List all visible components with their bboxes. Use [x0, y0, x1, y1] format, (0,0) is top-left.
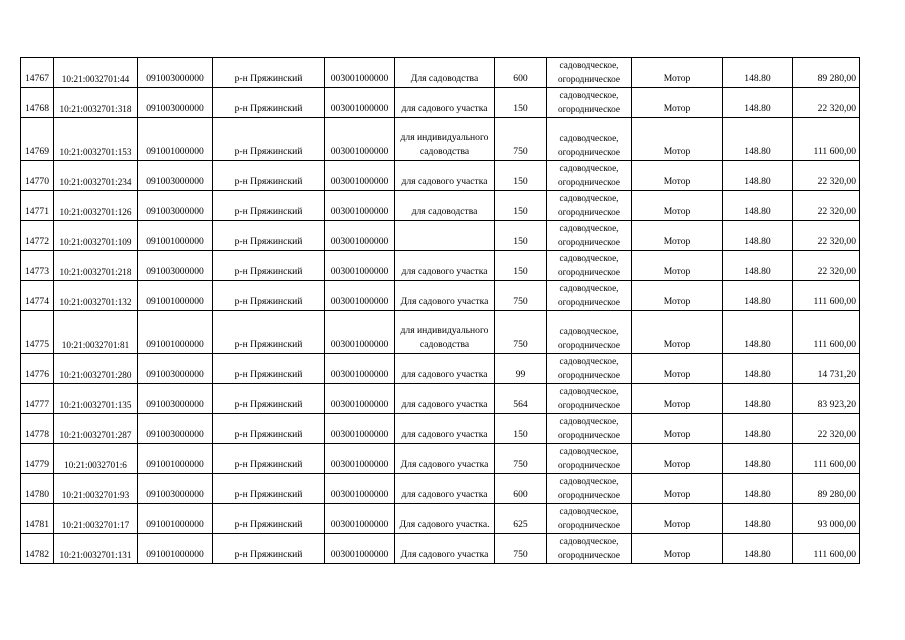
code-2-cell: 003001000000	[325, 161, 395, 191]
rate-cell: 148.80	[723, 414, 793, 444]
purpose-cell: Для садового участка.	[395, 504, 495, 534]
total-cell: 111 600,00	[793, 281, 860, 311]
place-cell: Мотор	[632, 191, 723, 221]
district-cell: р-н Пряжинский	[213, 58, 325, 88]
rate-cell: 148.80	[723, 444, 793, 474]
place-cell: Мотор	[632, 311, 723, 354]
code-1-cell: 091003000000	[138, 251, 213, 281]
cadastral-number-cell: 10:21:0032701:81	[54, 311, 138, 354]
table-row	[21, 444, 860, 474]
district-cell: р-н Пряжинский	[213, 88, 325, 118]
row-number-cell: 14771	[21, 191, 54, 221]
rate-cell: 148.80	[723, 191, 793, 221]
cadastral-number-cell: 10:21:0032701:93	[54, 474, 138, 504]
table-row	[21, 474, 860, 504]
area-cell: 625	[495, 504, 547, 534]
district-cell: р-н Пряжинский	[213, 161, 325, 191]
code-2-cell: 003001000000	[325, 191, 395, 221]
cadastral-number-cell: 10:21:0032701:153	[54, 118, 138, 161]
area-cell: 750	[495, 281, 547, 311]
row-number-cell: 14777	[21, 384, 54, 414]
table-row	[21, 504, 860, 534]
place-cell: Мотор	[632, 504, 723, 534]
purpose-cell: Для садового участка	[395, 534, 495, 564]
place-cell: Мотор	[632, 414, 723, 444]
district-cell: р-н Пряжинский	[213, 191, 325, 221]
category-cell: садоводческое, огородническое	[547, 191, 632, 221]
code-2-cell: 003001000000	[325, 281, 395, 311]
cadastral-number-cell: 10:21:0032701:234	[54, 161, 138, 191]
purpose-cell: Для садового участка	[395, 444, 495, 474]
rate-cell: 148.80	[723, 161, 793, 191]
category-cell: садоводческое, огородническое	[547, 88, 632, 118]
total-cell: 22 320,00	[793, 221, 860, 251]
code-2-cell: 003001000000	[325, 221, 395, 251]
row-number-cell: 14767	[21, 58, 54, 88]
district-cell: р-н Пряжинский	[213, 414, 325, 444]
code-2-cell: 003001000000	[325, 504, 395, 534]
row-number-cell: 14782	[21, 534, 54, 564]
total-cell: 22 320,00	[793, 414, 860, 444]
table-row	[21, 161, 860, 191]
total-cell: 14 731,20	[793, 354, 860, 384]
place-cell: Мотор	[632, 354, 723, 384]
table-row	[21, 88, 860, 118]
table-row	[21, 311, 860, 354]
total-cell: 22 320,00	[793, 88, 860, 118]
code-2-cell: 003001000000	[325, 474, 395, 504]
category-cell: садоводческое, огородническое	[547, 504, 632, 534]
cadastral-number-cell: 10:21:0032701:109	[54, 221, 138, 251]
category-cell: садоводческое, огородническое	[547, 311, 632, 354]
code-2-cell: 003001000000	[325, 118, 395, 161]
cadastral-number-cell: 10:21:0032701:131	[54, 534, 138, 564]
category-cell: садоводческое, огородническое	[547, 251, 632, 281]
code-1-cell: 091003000000	[138, 474, 213, 504]
table-row	[21, 534, 860, 564]
category-cell: садоводческое, огородническое	[547, 58, 632, 88]
category-cell: садоводческое, огородническое	[547, 384, 632, 414]
district-cell: р-н Пряжинский	[213, 354, 325, 384]
table-row	[21, 191, 860, 221]
district-cell: р-н Пряжинский	[213, 311, 325, 354]
purpose-cell	[395, 221, 495, 251]
category-cell: садоводческое, огородническое	[547, 534, 632, 564]
code-1-cell: 091003000000	[138, 384, 213, 414]
row-number-cell: 14773	[21, 251, 54, 281]
purpose-cell: для индивидуального садоводства	[395, 118, 495, 161]
area-cell: 150	[495, 88, 547, 118]
table-row	[21, 118, 860, 161]
table-row	[21, 58, 860, 88]
table-row	[21, 354, 860, 384]
purpose-cell: для садового участка	[395, 161, 495, 191]
area-cell: 150	[495, 191, 547, 221]
place-cell: Мотор	[632, 534, 723, 564]
code-1-cell: 091001000000	[138, 504, 213, 534]
area-cell: 150	[495, 251, 547, 281]
category-cell: садоводческое, огородническое	[547, 474, 632, 504]
row-number-cell: 14781	[21, 504, 54, 534]
area-cell: 150	[495, 221, 547, 251]
purpose-cell: Для садового участка	[395, 281, 495, 311]
purpose-cell: для садового участка	[395, 88, 495, 118]
code-1-cell: 091001000000	[138, 444, 213, 474]
code-1-cell: 091003000000	[138, 354, 213, 384]
purpose-cell: для садового участка	[395, 354, 495, 384]
code-1-cell: 091003000000	[138, 191, 213, 221]
rate-cell: 148.80	[723, 354, 793, 384]
district-cell: р-н Пряжинский	[213, 251, 325, 281]
purpose-cell: для садоводства	[395, 191, 495, 221]
code-2-cell: 003001000000	[325, 58, 395, 88]
area-cell: 600	[495, 58, 547, 88]
total-cell: 83 923,20	[793, 384, 860, 414]
rate-cell: 148.80	[723, 221, 793, 251]
purpose-cell: Для садоводства	[395, 58, 495, 88]
district-cell: р-н Пряжинский	[213, 118, 325, 161]
code-1-cell: 091001000000	[138, 281, 213, 311]
rate-cell: 148.80	[723, 281, 793, 311]
code-2-cell: 003001000000	[325, 88, 395, 118]
rate-cell: 148.80	[723, 504, 793, 534]
code-1-cell: 091001000000	[138, 534, 213, 564]
row-number-cell: 14776	[21, 354, 54, 384]
rate-cell: 148.80	[723, 474, 793, 504]
place-cell: Мотор	[632, 251, 723, 281]
purpose-cell: для садового участка	[395, 474, 495, 504]
place-cell: Мотор	[632, 161, 723, 191]
district-cell: р-н Пряжинский	[213, 444, 325, 474]
rate-cell: 148.80	[723, 88, 793, 118]
rate-cell: 148.80	[723, 118, 793, 161]
code-2-cell: 003001000000	[325, 251, 395, 281]
total-cell: 22 320,00	[793, 251, 860, 281]
cadastral-number-cell: 10:21:0032701:17	[54, 504, 138, 534]
table-row	[21, 384, 860, 414]
area-cell: 150	[495, 414, 547, 444]
total-cell: 111 600,00	[793, 311, 860, 354]
total-cell: 111 600,00	[793, 118, 860, 161]
code-1-cell: 091003000000	[138, 161, 213, 191]
rate-cell: 148.80	[723, 251, 793, 281]
district-cell: р-н Пряжинский	[213, 504, 325, 534]
total-cell: 22 320,00	[793, 161, 860, 191]
cadastral-number-cell: 10:21:0032701:318	[54, 88, 138, 118]
row-number-cell: 14780	[21, 474, 54, 504]
cadastral-number-cell: 10:21:0032701:218	[54, 251, 138, 281]
place-cell: Мотор	[632, 474, 723, 504]
code-1-cell: 091003000000	[138, 58, 213, 88]
row-number-cell: 14768	[21, 88, 54, 118]
total-cell: 89 280,00	[793, 474, 860, 504]
land-plots-table	[20, 57, 860, 564]
place-cell: Мотор	[632, 384, 723, 414]
total-cell: 111 600,00	[793, 444, 860, 474]
category-cell: садоводческое, огородническое	[547, 414, 632, 444]
district-cell: р-н Пряжинский	[213, 281, 325, 311]
rate-cell: 148.80	[723, 58, 793, 88]
code-2-cell: 003001000000	[325, 354, 395, 384]
row-number-cell: 14775	[21, 311, 54, 354]
code-1-cell: 091001000000	[138, 118, 213, 161]
area-cell: 564	[495, 384, 547, 414]
cadastral-number-cell: 10:21:0032701:6	[54, 444, 138, 474]
cadastral-number-cell: 10:21:0032701:135	[54, 384, 138, 414]
row-number-cell: 14772	[21, 221, 54, 251]
table-row	[21, 251, 860, 281]
total-cell: 111 600,00	[793, 534, 860, 564]
code-2-cell: 003001000000	[325, 384, 395, 414]
cadastral-number-cell: 10:21:0032701:280	[54, 354, 138, 384]
category-cell: садоводческое, огородническое	[547, 444, 632, 474]
place-cell: Мотор	[632, 444, 723, 474]
code-2-cell: 003001000000	[325, 414, 395, 444]
cadastral-number-cell: 10:21:0032701:126	[54, 191, 138, 221]
area-cell: 600	[495, 474, 547, 504]
table-row	[21, 281, 860, 311]
place-cell: Мотор	[632, 58, 723, 88]
rate-cell: 148.80	[723, 311, 793, 354]
place-cell: Мотор	[632, 88, 723, 118]
row-number-cell: 14778	[21, 414, 54, 444]
code-1-cell: 091003000000	[138, 88, 213, 118]
district-cell: р-н Пряжинский	[213, 474, 325, 504]
district-cell: р-н Пряжинский	[213, 221, 325, 251]
category-cell: садоводческое, огородническое	[547, 161, 632, 191]
area-cell: 750	[495, 118, 547, 161]
purpose-cell: для садового участка	[395, 414, 495, 444]
rate-cell: 148.80	[723, 384, 793, 414]
area-cell: 750	[495, 444, 547, 474]
table-body	[21, 58, 860, 564]
cadastral-number-cell: 10:21:0032701:44	[54, 58, 138, 88]
district-cell: р-н Пряжинский	[213, 384, 325, 414]
total-cell: 89 280,00	[793, 58, 860, 88]
place-cell: Мотор	[632, 221, 723, 251]
code-2-cell: 003001000000	[325, 534, 395, 564]
cadastral-number-cell: 10:21:0032701:132	[54, 281, 138, 311]
cadastral-number-cell: 10:21:0032701:287	[54, 414, 138, 444]
purpose-cell: для садового участка	[395, 384, 495, 414]
category-cell: садоводческое, огородническое	[547, 118, 632, 161]
total-cell: 93 000,00	[793, 504, 860, 534]
area-cell: 750	[495, 311, 547, 354]
area-cell: 99	[495, 354, 547, 384]
category-cell: садоводческое, огородническое	[547, 281, 632, 311]
purpose-cell: для индивидуального садоводства	[395, 311, 495, 354]
table-row	[21, 414, 860, 444]
row-number-cell: 14769	[21, 118, 54, 161]
code-2-cell: 003001000000	[325, 444, 395, 474]
rate-cell: 148.80	[723, 534, 793, 564]
district-cell: р-н Пряжинский	[213, 534, 325, 564]
total-cell: 22 320,00	[793, 191, 860, 221]
category-cell: садоводческое, огородническое	[547, 354, 632, 384]
purpose-cell: для садового участка	[395, 251, 495, 281]
code-1-cell: 091003000000	[138, 414, 213, 444]
row-number-cell: 14774	[21, 281, 54, 311]
row-number-cell: 14779	[21, 444, 54, 474]
code-2-cell: 003001000000	[325, 311, 395, 354]
row-number-cell: 14770	[21, 161, 54, 191]
place-cell: Мотор	[632, 118, 723, 161]
table-row	[21, 221, 860, 251]
area-cell: 150	[495, 161, 547, 191]
category-cell: садоводческое, огородническое	[547, 221, 632, 251]
code-1-cell: 091001000000	[138, 311, 213, 354]
place-cell: Мотор	[632, 281, 723, 311]
code-1-cell: 091001000000	[138, 221, 213, 251]
area-cell: 750	[495, 534, 547, 564]
